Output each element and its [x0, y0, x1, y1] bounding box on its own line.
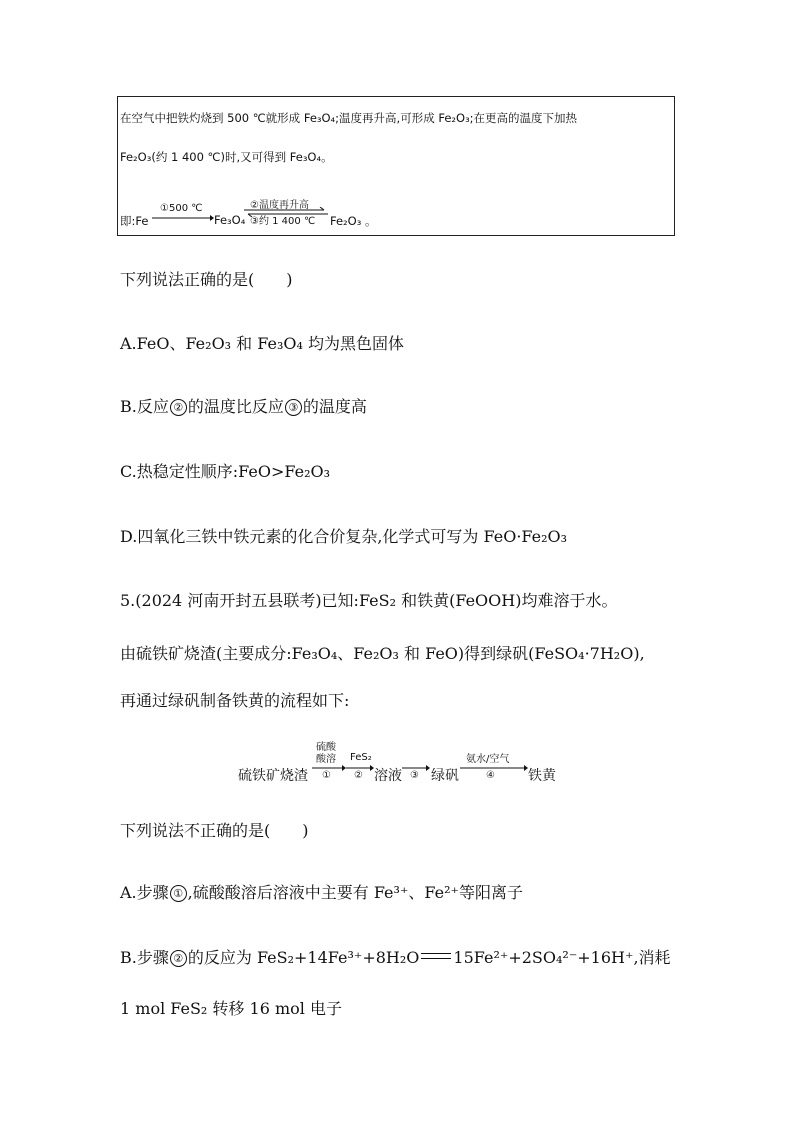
- q5-stem: 下列说法不正确的是( ): [120, 821, 309, 840]
- q5-line-3: 再通过绿矾制备铁黄的流程如下:: [120, 691, 350, 710]
- flow-step2-num: ②: [354, 770, 363, 781]
- box-line-1: 在空气中把铁灼烧到 500 ℃就形成 Fe₃O₄;温度再升高,可形成 Fe₂O₃;在更高的温度下加热: [120, 111, 578, 125]
- circle-2: ②: [170, 399, 187, 416]
- q4-option-d: D.四氧化三铁中铁元素的化合价复杂,化学式可写为 FeO·Fe₂O₃: [120, 527, 568, 546]
- flow-mid-1: 溶液: [374, 768, 402, 784]
- q5-option-b-line-2: 1 mol FeS₂ 转移 16 mol 电子: [120, 999, 342, 1018]
- eq-cond-1: ①500 ℃: [160, 203, 203, 214]
- flow-step3-num: ③: [410, 770, 419, 781]
- q4-stem: 下列说法正确的是( ): [120, 270, 293, 289]
- box-line-2: Fe₂O₃(约 1 400 ℃)时,又可得到 Fe₃O₄。: [120, 150, 333, 164]
- flow-step2-top: FeS₂: [350, 752, 372, 763]
- eq-prefix: 即:Fe: [120, 214, 149, 228]
- q4-option-b: B.反应 ② 的温度比反应 ③ 的温度高: [120, 397, 367, 416]
- eq-arrow-1: [152, 214, 214, 222]
- flow-step4-num: ④: [486, 770, 495, 781]
- equal-sign: [421, 953, 451, 959]
- flow-step1-top1: 硫酸: [316, 742, 336, 753]
- flow-mid-2: 绿矾: [431, 768, 459, 784]
- q5-option-b: B.步骤 ② 的反应为 FeS₂+14Fe³⁺+8H₂O 15Fe²⁺+2SO₄²⁻+16H⁺,消耗: [120, 948, 671, 967]
- flow-end: 铁黄: [528, 768, 556, 784]
- circle-2b: ②: [170, 950, 187, 967]
- circle-1: ①: [170, 885, 187, 902]
- eq-end: Fe₂O₃ 。: [330, 214, 377, 228]
- q4-option-c: C.热稳定性顺序:FeO>Fe₂O₃: [120, 462, 331, 481]
- flow-step1-num: ①: [322, 770, 331, 781]
- q5-line-2: 由硫铁矿烧渣(主要成分:Fe₃O₄、Fe₂O₃ 和 FeO)得到绿矾(FeSO₄·7H₂O),: [120, 644, 645, 663]
- q4-option-a: A.FeO、Fe₂O₃ 和 Fe₃O₄ 均为黑色固体: [120, 334, 404, 353]
- eq-mid: Fe₃O₄: [214, 213, 246, 227]
- eq-cond-down: ③约 1 400 ℃: [250, 216, 316, 227]
- q5-option-a: A.步骤 ① ,硫酸酸溶后溶液中主要有 Fe³⁺、Fe²⁺等阳离子: [120, 883, 523, 902]
- flow-start: 硫铁矿烧渣: [238, 768, 308, 784]
- flow-step4-top: 氨水/空气: [466, 754, 510, 765]
- flow-step1-top2: 酸溶: [316, 754, 336, 765]
- circle-3: ③: [285, 399, 302, 416]
- eq-cond-up: ②温度再升高: [250, 200, 309, 211]
- q5-line-1: 5.(2024 河南开封五县联考)已知:FeS₂ 和铁黄(FeOOH)均难溶于水。: [120, 591, 618, 610]
